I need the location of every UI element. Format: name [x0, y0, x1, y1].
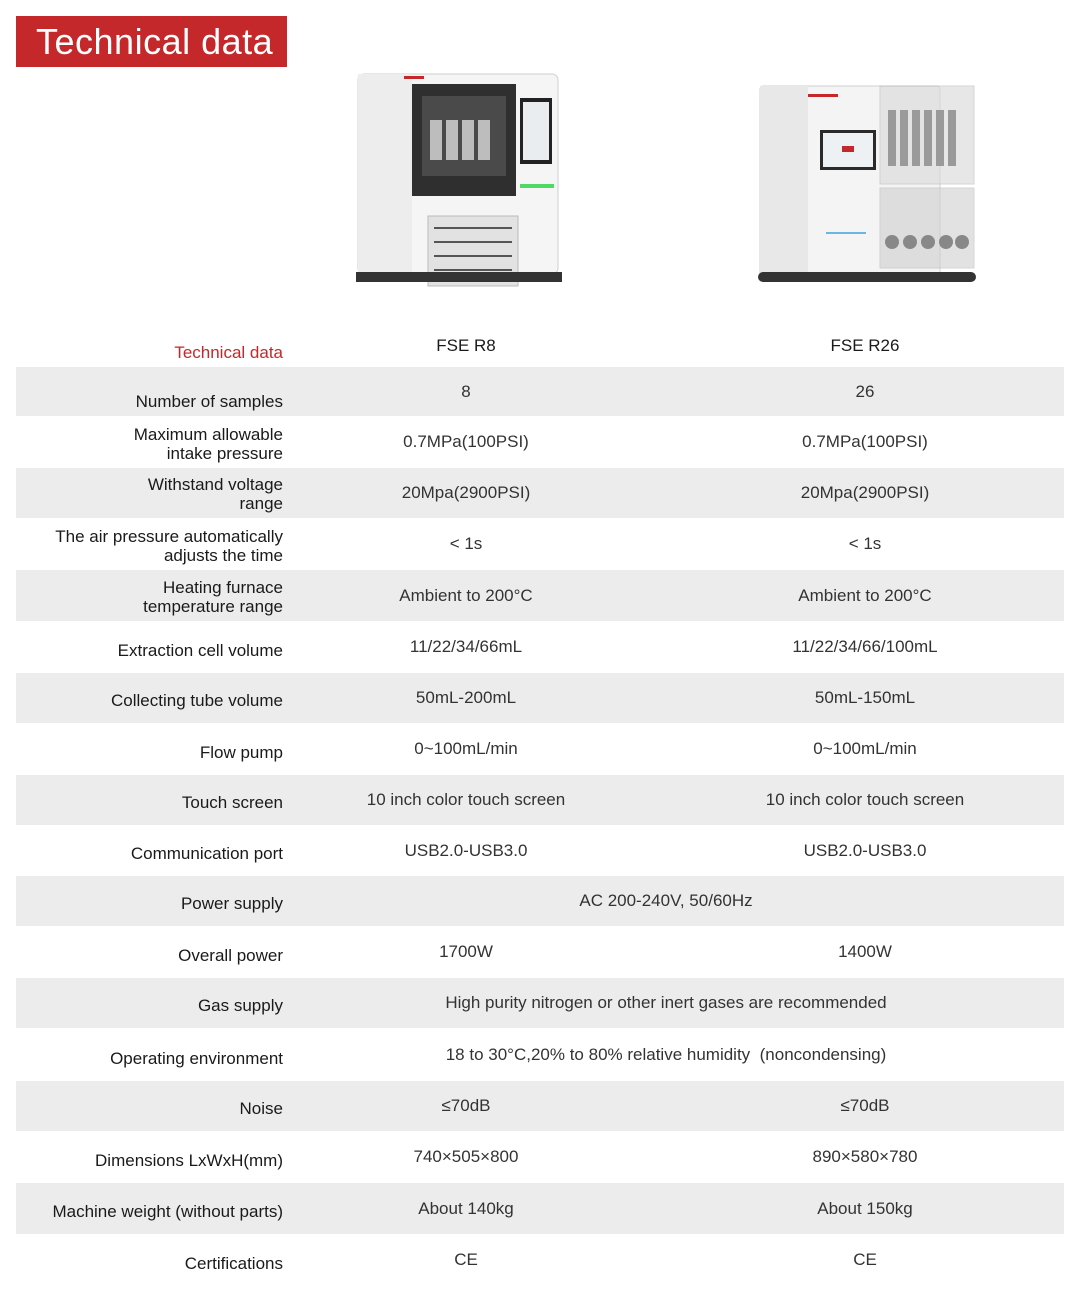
row-label: The air pressure automatically adjusts the time [55, 527, 283, 565]
row-label: Touch screen [181, 793, 283, 812]
fse-r8-value: Ambient to 200°C [399, 585, 533, 605]
technical-data-table [16, 324, 1064, 1286]
row-label: Noise [239, 1099, 283, 1118]
row-dimensions [16, 1131, 1064, 1183]
fse-r8-product-image [338, 66, 570, 296]
fse-r8-value: 0~100mL/min [414, 739, 518, 758]
fse-r8-value: 11/22/34/66mL [409, 637, 523, 656]
shared-value: High purity nitrogen or other inert gases are recommended [445, 993, 887, 1012]
row-label: Number of samples [135, 392, 283, 411]
fse-r26-value: CE [853, 1250, 877, 1269]
page-title: Technical data [16, 16, 287, 67]
fse-r8-value: USB2.0-USB3.0 [404, 840, 528, 860]
row-label: Heating furnace temperature range [143, 578, 283, 616]
row-label: Power supply [180, 894, 283, 913]
row-label: Certifications [184, 1254, 283, 1273]
row-label: Collecting tube volume [111, 691, 283, 710]
fse-r26-value: 50mL-150mL [814, 688, 916, 707]
fse-r8-value: CE [454, 1250, 478, 1269]
row-operating-environment [16, 1028, 1064, 1081]
row-touch-screen [16, 775, 1064, 825]
fse-r26-value: 1400W [838, 942, 892, 961]
fse-r26-value: 20Mpa(2900PSI) [800, 483, 930, 502]
fse-r26-value: Ambient to 200°C [798, 585, 932, 605]
row-overall-power [16, 926, 1064, 978]
shared-value: AC 200-240V, 50/60Hz [579, 891, 753, 910]
header-fse-r26: FSE R26 [830, 335, 900, 355]
row-number-of-samples [16, 367, 1064, 416]
fse-r8-value: 20Mpa(2900PSI) [401, 483, 531, 502]
fse-r8-value: 10 inch color touch screen [366, 790, 566, 809]
fse-r26-value: About 150kg [817, 1198, 913, 1218]
row-noise [16, 1081, 1064, 1131]
row-certifications [16, 1234, 1064, 1286]
header-technical-data-label: Technical data [174, 343, 283, 362]
fse-r8-value: 0.7MPa(100PSI) [403, 432, 529, 451]
fse-r26-product-image [752, 82, 982, 297]
fse-r26-value: ≤70dB [840, 1096, 890, 1115]
row-extraction-cell-volume [16, 621, 1064, 673]
row-label: Withstand voltage range [147, 475, 283, 513]
row-machine-weight [16, 1183, 1064, 1234]
fse-r8-value: About 140kg [418, 1198, 514, 1218]
table-header-row [16, 324, 1064, 367]
row-withstand-voltage [16, 468, 1064, 518]
fse-r8-value: < 1s [449, 534, 483, 553]
row-label: Extraction cell volume [117, 641, 283, 660]
row-label: Overall power [178, 946, 283, 965]
fse-r8-value: 50mL-200mL [415, 688, 517, 707]
fse-r26-value: 26 [855, 381, 875, 401]
fse-r8-value: 1700W [439, 942, 493, 961]
row-label: Communication port [130, 844, 283, 863]
row-label: Flow pump [199, 743, 283, 762]
header-fse-r8: FSE R8 [436, 335, 496, 355]
row-power-supply [16, 876, 1064, 926]
fse-r26-value: 10 inch color touch screen [765, 790, 965, 809]
fse-r26-value: 890×580×780 [812, 1147, 918, 1166]
fse-r26-value: 11/22/34/66/100mL [792, 637, 938, 656]
fse-r8-value: ≤70dB [441, 1096, 491, 1115]
fse-r8-value: 740×505×800 [413, 1147, 519, 1166]
row-flow-pump [16, 723, 1064, 775]
row-air-pressure-adjust-time [16, 518, 1064, 570]
row-label: Gas supply [197, 996, 283, 1015]
row-heating-furnace-temp [16, 570, 1064, 621]
row-label: Machine weight (without parts) [52, 1202, 283, 1221]
fse-r26-value: 0~100mL/min [813, 739, 917, 758]
row-collecting-tube-volume [16, 673, 1064, 723]
row-communication-port [16, 825, 1064, 876]
row-gas-supply [16, 978, 1064, 1028]
fse-r26-value: 0.7MPa(100PSI) [802, 432, 928, 451]
fse-r26-value: USB2.0-USB3.0 [803, 840, 927, 860]
fse-r26-value: < 1s [848, 534, 882, 553]
row-label: Maximum allowable intake pressure [133, 425, 283, 463]
row-label: Operating environment [110, 1049, 283, 1068]
fse-r8-value: 8 [461, 381, 471, 401]
row-label: Dimensions LxWxH(mm) [95, 1151, 283, 1170]
row-max-intake-pressure [16, 416, 1064, 468]
shared-value: 18 to 30°C,20% to 80% relative humidity (noncondensing) [445, 1044, 887, 1064]
